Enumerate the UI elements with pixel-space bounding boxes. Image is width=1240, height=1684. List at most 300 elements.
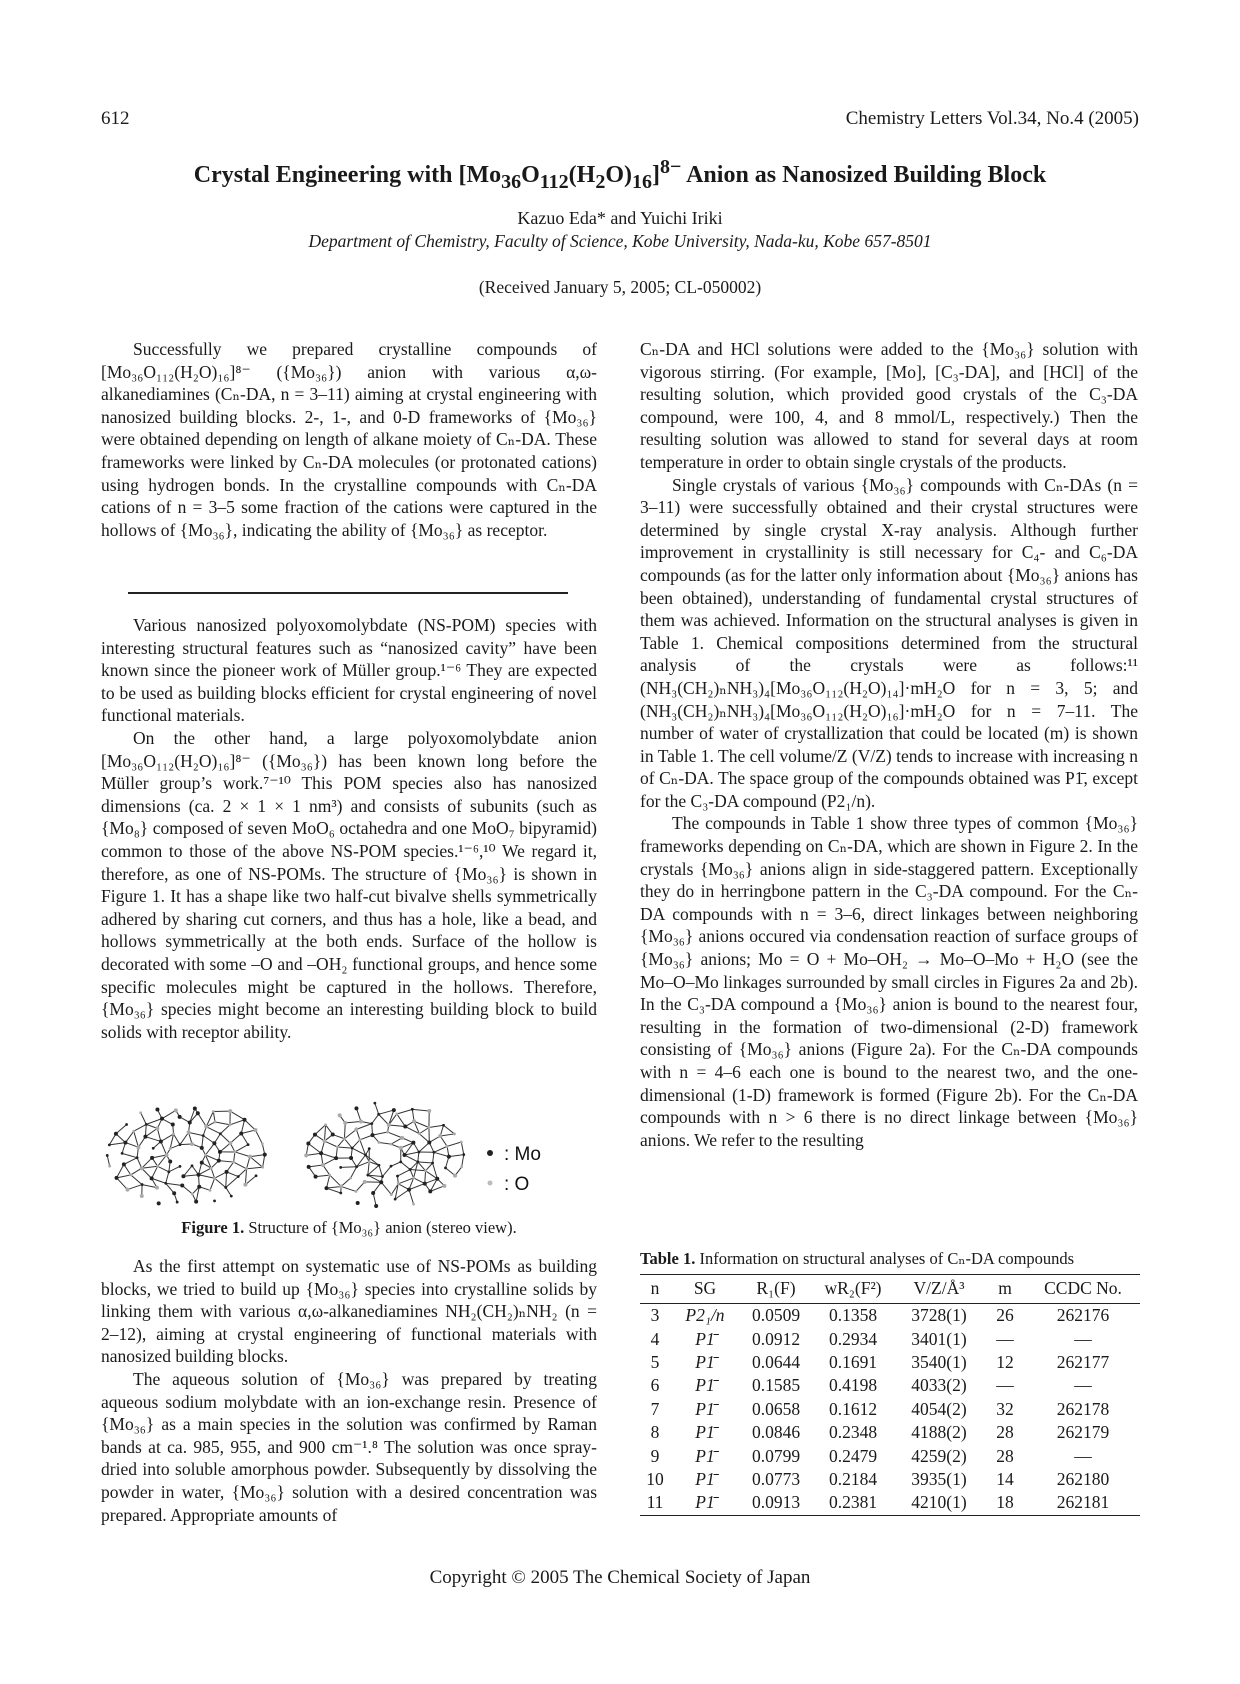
atom	[129, 1173, 132, 1176]
bond-line	[418, 1162, 426, 1171]
figure-1-caption	[101, 1218, 597, 1238]
bond-line	[326, 1188, 340, 1193]
abstract	[101, 338, 597, 541]
table-row	[640, 1468, 1140, 1491]
atom	[181, 1174, 185, 1178]
atom	[204, 1125, 208, 1129]
bond-line	[230, 1120, 245, 1125]
atom	[307, 1165, 311, 1169]
bond-line	[122, 1153, 137, 1157]
paragraph: The aqueous solution of {Mo₃₆} was prepared by treating aqueous sodium molybdate with an ion-exchange resin. Presence of {Mo₃₆} as a main species in the solution was confirmed by Raman bands at ca. 985, 955, and 900 cm⁻¹.⁸ The solution was once spray-dried into soluble amorphous powder. Subsequently by dissolving the powder in water, {Mo₃₆} solution with a desired concentration was prepared. Appropriate amounts of	[101, 1368, 597, 1525]
bond-line	[230, 1134, 241, 1144]
bond-line	[173, 1134, 179, 1145]
bond-line	[145, 1137, 160, 1142]
bond-line	[226, 1187, 232, 1196]
bond-line	[245, 1120, 256, 1130]
atom	[394, 1198, 397, 1201]
atom	[423, 1182, 427, 1186]
atom	[460, 1141, 463, 1144]
atom	[155, 1186, 159, 1190]
bond-line	[166, 1172, 169, 1183]
atom	[155, 1126, 159, 1130]
bond-line	[211, 1168, 214, 1178]
atom	[152, 1147, 155, 1150]
atom	[200, 1161, 204, 1165]
title-sub-2: 112	[539, 170, 569, 193]
bond-line	[166, 1183, 183, 1185]
bond-line	[389, 1110, 394, 1125]
table-cell: 4	[650, 1328, 660, 1349]
atom	[446, 1145, 449, 1148]
table-cell: 10	[646, 1468, 664, 1489]
table-cell: 8	[650, 1422, 660, 1443]
atom	[453, 1133, 456, 1136]
table-cell: —	[1074, 1375, 1092, 1396]
table-cell: 28	[996, 1445, 1014, 1466]
atom	[196, 1111, 200, 1115]
bond-line	[215, 1172, 227, 1178]
bond-line	[109, 1143, 125, 1145]
bond-line	[379, 1114, 389, 1125]
bond-line	[238, 1169, 246, 1177]
bond-line	[375, 1103, 379, 1114]
copyright-footer: Copyright © 2005 The Chemical Society of Japan	[429, 1567, 811, 1588]
table-cell: 4033(2)	[911, 1375, 967, 1396]
bond-line	[215, 1178, 226, 1187]
atom	[160, 1117, 164, 1121]
bond-line	[306, 1153, 321, 1155]
bond-line	[344, 1129, 356, 1138]
bond-line	[180, 1132, 189, 1144]
table-cell: 0.0846	[751, 1422, 801, 1443]
bond-line	[337, 1147, 352, 1148]
atom	[392, 1108, 396, 1112]
atom	[232, 1161, 235, 1164]
bond-line	[379, 1165, 382, 1176]
bond-line	[234, 1152, 235, 1162]
atom	[191, 1193, 194, 1196]
atom	[108, 1143, 111, 1146]
atom	[179, 1165, 182, 1168]
atom	[164, 1182, 167, 1185]
bond-line	[206, 1143, 215, 1155]
atom	[191, 1164, 194, 1167]
figure-1-structure	[101, 1085, 597, 1225]
table-cell: 0.2348	[828, 1422, 878, 1443]
bond-line	[321, 1153, 336, 1158]
bond-line	[134, 1131, 139, 1147]
bond-line	[142, 1166, 158, 1168]
table-cell: 4210(1)	[894, 1491, 984, 1515]
atom	[373, 1102, 376, 1105]
atom	[381, 1175, 384, 1178]
bond-line	[220, 1125, 230, 1134]
paragraph: The compounds in Table 1 show three types of common {Mo₃₆} frameworks depending on Cₙ-DA, which are shown in Figure 2. In the crystals {Mo₃₆} anions align in side-staggered pattern. Exceptionally they do in herringbone pattern in the C₃-DA compound. For the Cₙ-DA compounds with n = 3–6, direct linkages between neighboring {Mo₃₆} anions occured via condensation reaction of surface groups of {Mo₃₆} anions; Mo = O + Mo–OH₂ → Mo–O–Mo + H₂O (see the Mo–O–Mo linkages surrounded by small circles in Figures 2a and 2b). In the C₃-DA compound a {Mo₃₆} anion is bound to the nearest four, resulting in the formation of two-dimensional (2-D) framework consisting of {Mo₃₆} anions (Figure 2a). For the Cₙ-DA compounds with n = 4–6 each one is bound to the nearest two, and the one-dimensional (1-D) framework is formed (Figure 2b). For the Cₙ-DA compounds with n > 6 there is no direct linkage between {Mo₃₆} anions. We refer to the resulting	[640, 813, 1138, 1150]
table-cell: 3935(1)	[911, 1468, 967, 1489]
bond-line	[381, 1182, 391, 1194]
mo-legend-label: : Mo	[504, 1144, 541, 1165]
atom	[427, 1140, 431, 1144]
atom	[136, 1156, 139, 1159]
bond-line	[250, 1157, 263, 1168]
bond-line	[157, 1128, 160, 1141]
table-cell: 3540(1)	[911, 1351, 967, 1372]
atom	[387, 1123, 391, 1127]
bond-line	[203, 1136, 214, 1144]
table-row	[640, 1304, 1140, 1328]
bond-line	[125, 1143, 138, 1148]
table-body	[640, 1304, 1140, 1516]
atom	[416, 1160, 419, 1163]
bond-line	[213, 1111, 215, 1121]
atom	[143, 1135, 147, 1139]
paragraph: Single crystals of various {Mo₃₆} compounds with Cₙ-DAs (n = 3–11) were successfully obtained and their crystal structures were determined by single crystal X-ray analysis. Although further improvement in crystallinity is still necessary for C₄- and C₆-DA compounds (as for the latter only information about {Mo₃₆} anions has been obtained), understanding of fundamental crystal structures of them was achieved. Information on the structural analyses is given in Table 1. Chemical compositions determined from the structural analysis of the crystals were as follows:¹¹ (NH₃(CH₂)ₙNH₃)₄[Mo₃₆O₁₁₂(H₂O)₁₄]·mH₂O for n = 3, 5; and (NH₃(CH₂)ₙNH₃)₄[Mo₃₆O₁₁₂(H₂O)₁₆]·mH₂O for n = 7–11. The number of water of crystallization that could be located (m) is shown in Table 1. The cell volume/Z (V/Z) tends to increase with increasing n of Cₙ-DA. The space group of the compounds obtained was P1̄, except for the C₃-DA compound (P2₁/n).	[640, 474, 1138, 811]
bond-line	[337, 1139, 344, 1147]
table-cell: 5	[650, 1351, 660, 1372]
bond-line	[183, 1175, 198, 1177]
bond-line	[134, 1124, 147, 1131]
bond-line	[345, 1122, 361, 1123]
atom	[193, 1107, 197, 1111]
atom	[324, 1123, 327, 1126]
atom	[331, 1133, 335, 1137]
atom	[395, 1113, 398, 1116]
bond-line	[360, 1135, 373, 1140]
paragraph: Cₙ-DA and HCl solutions were added to the {Mo₃₆} solution with vigorous stirring. (For example, [Mo], [C₃-DA], and [HCl] of the resulting solution, which provided good crystals of the C₃-DA compound, were 100, 4, and 8 mmol/L, respectively.) Then the resulting solution was allowed to stand for several days at room temperature in order to obtain single crystals of the products.	[640, 339, 1138, 472]
atom	[366, 1174, 369, 1177]
bond-line	[226, 1177, 239, 1188]
table-1	[640, 1274, 1140, 1516]
atom	[355, 1165, 358, 1168]
atom	[371, 1191, 375, 1195]
abstract-text: Successfully we prepared crystalline compounds of [Mo₃₆O₁₁₂(H₂O)₁₆]⁸⁻ ({Mo₃₆}) anion with various α,ω-alkanediamines (Cₙ-DA, n = 3–11) aiming at crystal engineering with nanosized building blocks. 2-, 1-, and 0-D frameworks of {Mo₃₆} were obtained depending on length of alkane moiety of Cₙ-DA. These frameworks were linked by Cₙ-DA molecules (or protonated cations) using hydrogen bonds. In the crystalline compounds with Cₙ-DA cations of n = 3–5 some fraction of the cations were captured in the hollows of {Mo₃₆}, indicating the ability of {Mo₃₆} as receptor.	[101, 339, 597, 540]
table-cell: 0.0773	[751, 1468, 801, 1489]
bond-line	[255, 1130, 262, 1144]
table-cell: 3728(1)	[911, 1305, 967, 1326]
table-row	[640, 1491, 1140, 1515]
atom	[407, 1188, 411, 1192]
bond-line	[341, 1167, 357, 1168]
bond-line	[368, 1162, 369, 1175]
bond-line	[434, 1146, 447, 1152]
atom	[412, 1177, 415, 1180]
bond-line	[372, 1114, 379, 1123]
bond-line	[461, 1142, 463, 1155]
bond-line	[368, 1165, 379, 1175]
bond-line	[412, 1109, 429, 1111]
o-legend-label: : O	[504, 1174, 530, 1195]
table-row	[640, 1421, 1140, 1444]
table-cell: P1̄	[695, 1422, 715, 1443]
table-cell: P1̄	[695, 1468, 715, 1489]
bond-line	[326, 1175, 329, 1188]
title-suffix: Anion as Nanosized Building Block	[681, 162, 1047, 188]
bond-line	[409, 1190, 414, 1204]
table-cell: 0.1612	[828, 1398, 878, 1419]
atom	[411, 1108, 414, 1111]
atom	[157, 1201, 161, 1205]
bond-line	[444, 1125, 455, 1134]
bond-line	[372, 1132, 387, 1135]
atom	[428, 1189, 432, 1193]
atom	[447, 1155, 451, 1159]
atom	[418, 1132, 421, 1135]
atom	[378, 1164, 381, 1167]
bond-line	[433, 1152, 434, 1163]
bond-line	[429, 1125, 444, 1127]
atom	[204, 1154, 207, 1157]
atom	[322, 1139, 326, 1143]
atom	[460, 1166, 463, 1169]
bond-line	[250, 1155, 265, 1157]
atom	[237, 1175, 240, 1178]
bond-line	[356, 1108, 361, 1121]
bond-line	[397, 1114, 405, 1127]
atom	[228, 1109, 232, 1113]
o-legend-dot	[488, 1181, 493, 1186]
atom	[168, 1160, 172, 1164]
atom	[431, 1162, 434, 1165]
atom	[115, 1176, 119, 1180]
atom	[165, 1153, 169, 1157]
atom	[209, 1189, 212, 1192]
atom	[139, 1111, 142, 1114]
table-row	[640, 1351, 1140, 1374]
table-cell: 7	[650, 1398, 660, 1419]
table-cell: 262179	[1056, 1422, 1110, 1443]
authors: Kazuo Eda* and Yuichi Iriki	[517, 208, 723, 228]
atom	[349, 1177, 352, 1180]
atom	[210, 1167, 213, 1170]
atom	[159, 1139, 163, 1143]
atom	[378, 1141, 381, 1144]
table-cell: 0.2381	[812, 1491, 894, 1515]
table-cell: 9	[650, 1445, 660, 1466]
table-cell: —	[996, 1328, 1014, 1349]
bond-line	[405, 1155, 418, 1162]
bond-line	[107, 1155, 109, 1166]
bond-line	[351, 1167, 357, 1178]
table-cell: 6	[650, 1375, 660, 1396]
table-cell: P1̄	[695, 1398, 715, 1419]
bond-line	[226, 1172, 227, 1188]
table-header-cell: n	[640, 1275, 670, 1304]
bond-line	[418, 1152, 419, 1162]
atom	[435, 1177, 439, 1181]
atom	[229, 1123, 232, 1126]
bond-line	[210, 1178, 215, 1190]
table-header-cell: wR₂(F²)	[812, 1275, 894, 1304]
atom	[225, 1170, 229, 1174]
atom	[202, 1134, 205, 1137]
table-cell: 32	[996, 1398, 1014, 1419]
atom	[248, 1155, 252, 1159]
bond-line	[330, 1175, 341, 1186]
table-cell: 0.1691	[828, 1351, 878, 1372]
atom	[374, 1204, 378, 1208]
atom	[125, 1188, 129, 1192]
table-cell: 0.2479	[828, 1445, 878, 1466]
atom	[261, 1166, 264, 1169]
bond-line	[117, 1164, 124, 1177]
atom	[213, 1200, 216, 1203]
table-cell: 0.1585	[751, 1375, 801, 1396]
atom	[442, 1124, 445, 1127]
atom	[424, 1169, 427, 1172]
bond-line	[344, 1123, 345, 1139]
bond-line	[397, 1109, 412, 1114]
paragraph: As the first attempt on systematic use of NS-POMs as building blocks, we tried to build up {Mo₃₆} species into crystalline solids by linking them with various α,ω-alkanediamines NH₂(CH₂)ₙNH₂ (n = 2–12), aiming at crystal engineering of functional materials with nanosized building blocks.	[101, 1256, 597, 1367]
atom	[390, 1165, 393, 1168]
table-cell: 11	[640, 1491, 670, 1515]
affiliation: Department of Chemistry, Faculty of Science, Kobe University, Nada-ku, Kobe 657-8501	[308, 231, 932, 251]
bond-line	[127, 1185, 142, 1190]
table-cell: 0.0658	[751, 1398, 801, 1419]
atom	[336, 1146, 339, 1149]
bond-line	[316, 1175, 330, 1177]
mo-legend-dot	[487, 1150, 493, 1156]
atom	[356, 1201, 360, 1205]
left-column-body	[101, 614, 597, 1043]
atom	[390, 1143, 393, 1146]
table-cell: 262177	[1056, 1351, 1110, 1372]
table-row	[640, 1444, 1140, 1467]
table-cell: 0.2934	[828, 1328, 878, 1349]
table-row	[640, 1398, 1140, 1421]
table-cell: P2₁/n	[685, 1305, 725, 1326]
atom	[427, 1109, 431, 1113]
atom	[155, 1107, 159, 1111]
table-cell: P1̄	[695, 1445, 715, 1466]
bond-line	[125, 1131, 133, 1142]
atom	[396, 1175, 399, 1178]
bond-line	[142, 1168, 152, 1178]
atom	[230, 1195, 233, 1198]
title-sub-3: 2	[595, 170, 606, 193]
bond-line	[245, 1169, 246, 1185]
bond-line	[162, 1110, 176, 1118]
bond-line	[388, 1132, 403, 1138]
atom	[306, 1141, 310, 1145]
table-cell: 26	[996, 1305, 1014, 1326]
atom	[403, 1153, 407, 1157]
atom	[106, 1154, 109, 1157]
atom	[108, 1165, 111, 1168]
table-1-label: Table 1.	[640, 1249, 696, 1268]
atom	[462, 1153, 465, 1156]
bond-line	[245, 1176, 256, 1185]
bond-line	[161, 1141, 167, 1155]
atom	[190, 1142, 194, 1146]
molecule-right-view	[304, 1102, 465, 1208]
atom	[243, 1183, 247, 1187]
bond-line	[315, 1125, 326, 1135]
table-1-caption	[640, 1249, 1140, 1269]
bond-line	[198, 1113, 206, 1126]
table-header-cell: CCDC No.	[1026, 1275, 1140, 1304]
atom	[399, 1146, 403, 1150]
atom	[359, 1120, 363, 1124]
atom	[409, 1168, 412, 1171]
bond-line	[145, 1128, 157, 1136]
atom	[263, 1153, 267, 1157]
bond-line	[356, 1124, 371, 1130]
bond-line	[426, 1163, 433, 1171]
table-cell: —	[996, 1375, 1014, 1396]
received-date: (Received January 5, 2005; CL-050002)	[478, 277, 762, 297]
title-bracket: ]	[652, 162, 661, 188]
bond-line	[324, 1141, 337, 1147]
atom	[319, 1151, 323, 1155]
bond-line	[131, 1175, 142, 1185]
table-cell: 0.0509	[751, 1305, 801, 1326]
bond-line	[434, 1152, 449, 1156]
title-sub-1: 36	[501, 170, 522, 193]
title-prefix: Crystal Engineering with [Mo	[193, 162, 502, 188]
bond-line	[418, 1162, 433, 1163]
atom	[212, 1141, 216, 1145]
atom	[370, 1133, 374, 1137]
bond-line	[449, 1155, 464, 1157]
bond-line	[389, 1125, 406, 1127]
title-sup: 8−	[660, 156, 682, 178]
bond-line	[169, 1166, 180, 1171]
atom	[150, 1156, 154, 1160]
table-cell: 0.0799	[751, 1445, 801, 1466]
table-header-cell: V/Z/Å³	[894, 1275, 984, 1304]
bond-line	[234, 1162, 247, 1169]
bond-line	[410, 1170, 425, 1171]
atom	[363, 1180, 367, 1184]
atom	[343, 1137, 346, 1140]
atom	[343, 1121, 347, 1125]
atom	[339, 1192, 342, 1195]
atom	[247, 1143, 250, 1146]
paper-title	[0, 156, 1240, 194]
atom	[400, 1136, 404, 1140]
atom	[178, 1115, 182, 1119]
atom	[114, 1132, 118, 1136]
figure-1-caption-text: Structure of {Mo₃₆} anion (stereo view).	[244, 1218, 517, 1237]
bond-line	[241, 1120, 244, 1134]
table-cell: 3401(1)	[911, 1328, 967, 1349]
atom	[228, 1141, 232, 1145]
atom	[239, 1132, 243, 1136]
atom	[187, 1130, 191, 1134]
bond-line	[220, 1134, 230, 1143]
table-cell: 0.0913	[740, 1491, 812, 1515]
atom	[179, 1143, 182, 1146]
bond-line	[219, 1161, 234, 1162]
bond-line	[158, 1166, 169, 1172]
table-cell: P1̄	[695, 1328, 715, 1349]
table-cell: 0.1358	[828, 1305, 878, 1326]
atom	[176, 1201, 179, 1204]
bond-line	[230, 1111, 244, 1120]
atom	[349, 1156, 353, 1160]
bond-line	[152, 1166, 158, 1178]
bond-line	[352, 1140, 360, 1148]
bond-line	[309, 1165, 323, 1167]
atom	[438, 1134, 442, 1138]
right-column-body	[640, 338, 1138, 1151]
atom	[255, 1174, 258, 1177]
bond-line	[419, 1127, 429, 1133]
table-cell: 28	[996, 1422, 1014, 1443]
bond-line	[373, 1182, 381, 1193]
bond-line	[141, 1113, 147, 1125]
bond-line	[170, 1145, 180, 1149]
